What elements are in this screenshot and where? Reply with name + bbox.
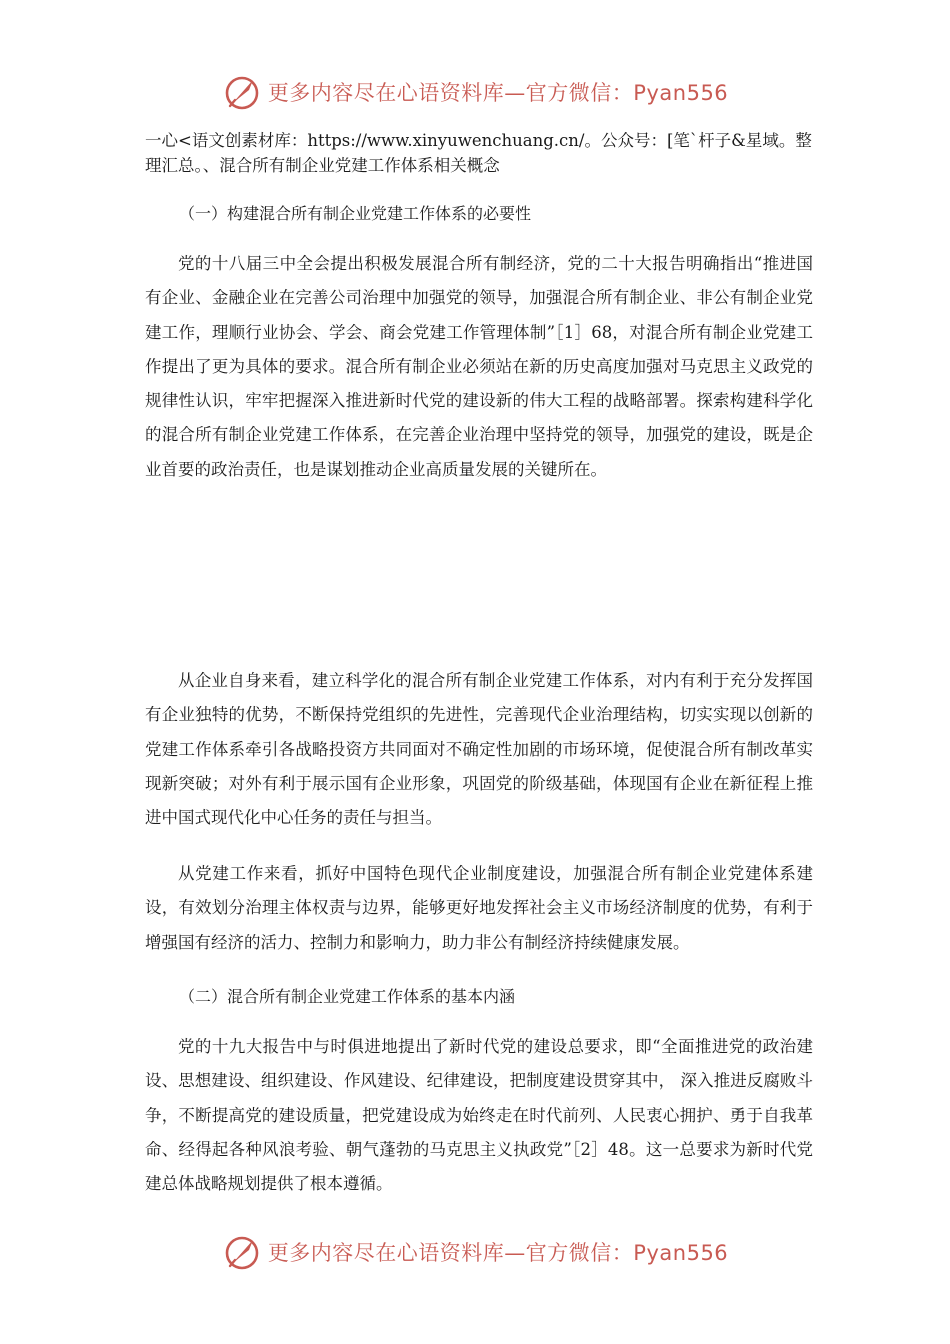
source-line: 一心<语文创素材库：https://www.xinyuwenchuang.cn/。公众号：[笔`杆子&星域。整理汇总。、混合所有制企业党建工作体系相关概念: [145, 131, 812, 175]
footer-banner: [0, 1230, 950, 1274]
paragraph-1: 党的十八届三中全会提出积极发展混合所有制经济，党的二十大报告明确指出“推进国有企业、金融企业在完善公司治理中加强党的领导，加强混合所有制企业、非公有制企业党建工作，理顺行业协会、学会、商会党建工作管理体制”［1］68，对混合所有制企业党建工作提出了更为具体的要求。混合所有制企业必须站在新的历史高度加强对马克思主义政党的规律性认识，牢牢把握深入推进新时代党的建设新的伟大工程的战略部署。探索构建科学化的混合所有制企业党建工作体系，在完善企业治理中坚持党的领导，加强党的建设，既是企业首要的政治责任，也是谋划推动企业高质量发展的关键所在。: [145, 254, 813, 479]
paragraph-3: 从党建工作来看，抓好中国特色现代企业制度建设，加强混合所有制企业党建体系建设，有效划分治理主体权责与边界，能够更好地发挥社会主义市场经济制度的优势，有利于增强国有经济的活力、控制力和影响力，助力非公有制经济持续健康发展。: [145, 864, 813, 952]
section-heading-2: （二）混合所有制企业党建工作体系的基本内涵: [179, 987, 516, 1006]
section-heading-1: （一）构建混合所有制企业党建工作体系的必要性: [179, 204, 532, 223]
paragraph-2: 从企业自身来看，建立科学化的混合所有制企业党建工作体系，对内有利于充分发挥国有企业独特的优势，不断保持党组织的先进性，完善现代企业治理结构，切实实现以创新的党建工作体系牵引各战略投资方共同面对不确定性加剧的市场环境，促使混合所有制改革实现新突破；对外有利于展示国有企业形象，巩固党的阶级基础，体现国有企业在新征程上推进中国式现代化中心任务的责任与担当。: [145, 671, 813, 828]
header-banner: [0, 70, 950, 114]
quill-logo-icon: [222, 1232, 262, 1272]
quill-logo-icon: [222, 72, 262, 112]
banner-text: 更多内容尽在心语资料库—官方微信：Pyan556: [267, 1241, 729, 1265]
paragraph-4: 党的十九大报告中与时俱进地提出了新时代党的建设总要求，即“全面推进党的政治建设、思想建设、组织建设、作风建设、纪律建设，把制度建设贯穿其中， 深入推进反腐败斗争，不断提高党的建设质量，把党建设成为始终走在时代前列、人民衷心拥护、勇于自我革命、经得起各种风浪考验、朝气蓬勃的马克思主义执政党”［2］48。这一总要求为新时代党建总体战略规划提供了根本遵循。: [145, 1037, 813, 1194]
banner-text: 更多内容尽在心语资料库—官方微信：Pyan556: [267, 81, 729, 105]
